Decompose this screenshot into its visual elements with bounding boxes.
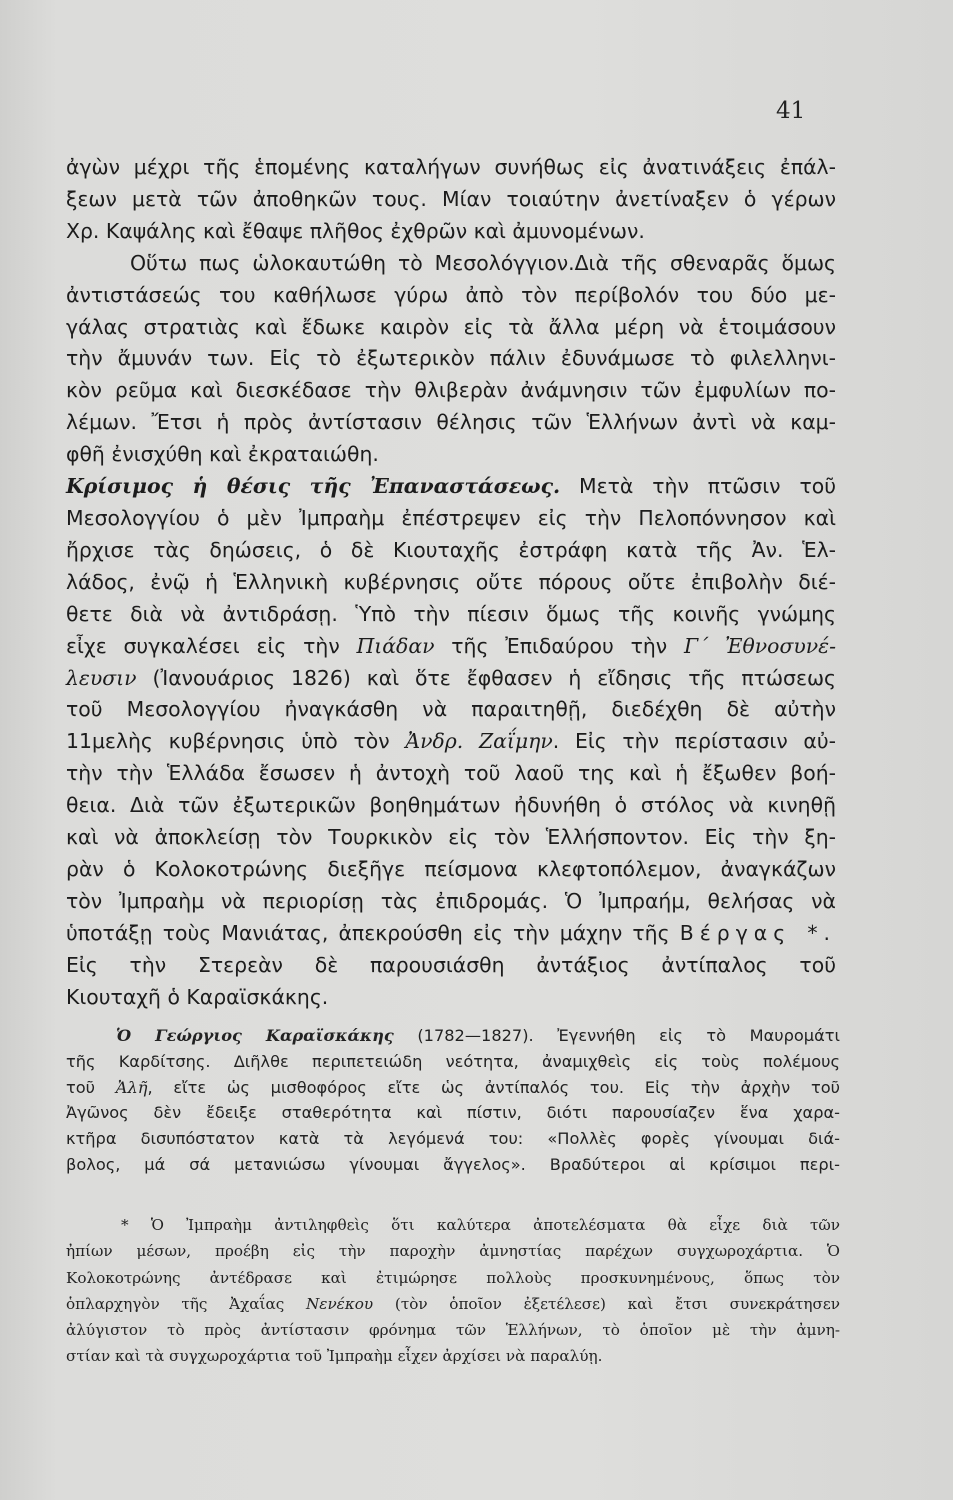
text-fragment: ὑποτάξῃ τοὺς Μανιάτας, ἀπεκρούσθη εἰς τὴν μάχην τῆς <box>66 920 670 945</box>
text-line <box>66 1075 840 1101</box>
text-line: τὴν ἄμυνάν των. Εἰς τὸ ἐξωτερικὸν πάλιν ἐδυνάμωσε τὸ φιλελληνι- <box>66 346 836 371</box>
text-line: Μεσολογγίου ὁ μὲν Ἰμπραὴμ ἐπέστρεψεν εἰς τὴν Πελοπόννησον καὶ <box>66 505 836 530</box>
text-line: Χρ. Καψάλης καὶ ἔθαψε πλῆθος ἐχθρῶν καὶ ἀμυνομένων. <box>66 218 645 243</box>
text-line: βολος, μά σά μετανιώσω γίνουμαι ἄγγελος». Βραδύτεροι αἱ κρίσιμοι περι- <box>66 1154 840 1174</box>
text-line: θετε διὰ νὰ ἀντιδράσῃ. Ὑπὸ τὴν πίεσιν ὅμως τῆς κοινῆς γνώμης <box>66 601 836 626</box>
text-line: λάδος, ἐνῷ ἡ Ἑλληνικὴ κυβέρνησις οὔτε πόρους οὔτε ἐπιβολὴν διέ- <box>66 569 836 594</box>
text-line: στίαν καὶ τὰ συγχωροχάρτια τοῦ Ἰμπραὴμ εἶχεν ἀρχίσει νὰ παραλύῃ. <box>66 1347 603 1366</box>
text-line <box>66 726 836 758</box>
text-fragment: τῆς Ἐπιδαύρου τὴν <box>451 633 668 658</box>
text-fragment: (τὸν ὁποῖον ἐξετέλεσε) καὶ ἔτσι συνεκράτησεν <box>394 1294 840 1313</box>
text-line: τῆς Καρδίτσης. Διῆλθε περιπετειώδη νεότητα, ἀναμιχθεὶς εἰς τοὺς πολέμους <box>66 1051 840 1071</box>
text-fragment: 11μελὴς κυβέρνησις ὑπὸ τὸν <box>66 729 390 754</box>
text-line: ρὰν ὁ Κολοκοτρώνης διεξῆγε πείσμονα κλεφτοπόλεμον, ἀναγκάζων <box>66 856 836 881</box>
text-line <box>66 1291 840 1317</box>
text-line: τὸν Ἰμπραὴμ νὰ περιορίσῃ τὰς ἐπιδρομάς. Ὁ Ἰμπραήμ, θελήσας νὰ <box>66 888 836 913</box>
text-line: ξεων μετὰ τῶν ἀποθηκῶν τους. Μίαν τοιαύτην ἀνετίναξεν ὁ γέρων <box>66 186 836 211</box>
text-line <box>66 1023 840 1049</box>
text-line: γάλας στρατιὰς καὶ ἔδωκε καιρὸν εἰς τὰ ἄλλα μέρη νὰ ἑτοιμάσουν <box>66 314 836 339</box>
text-fragment: τοῦ <box>66 1077 96 1097</box>
text-line: ἠπίων μέσων, προέβη εἰς τὴν παροχὴν ἀμνηστίας παρέχων συγχωροχάρτια. Ὁ <box>66 1242 840 1261</box>
biographical-note <box>66 1023 840 1178</box>
text-line <box>66 918 836 950</box>
text-fragment: (Ἰανουάριος 1826) καὶ ὅτε ἔφθασεν ἡ εἴδησις τῆς πτώσεως <box>152 665 837 690</box>
italic-term: Πιάδαν <box>356 633 435 658</box>
text-line <box>66 631 836 663</box>
section-heading: Κρίσιμος ἡ θέσις τῆς Ἐπαναστάσεως. <box>66 474 561 499</box>
text-line <box>66 663 836 695</box>
italic-term: Ἀνδρ. Ζαΐμην <box>405 729 553 754</box>
text-line: τοῦ Μεσολογγίου ἠναγκάσθη νὰ παραιτηθῇ, διεδέχθη δὲ αὐτὴν <box>66 697 836 722</box>
footnote <box>66 1212 840 1370</box>
italic-term: Ἀλῆ <box>115 1077 148 1097</box>
text-line: κὸν ρεῦμα καὶ διεσκέδασε τὴν θλιβερὰν ἀνάμνησιν τῶν ἐμφυλίων πο- <box>66 378 836 403</box>
bio-name: Ὁ Γεώργιος Καραϊσκάκης <box>116 1026 394 1045</box>
italic-term: λευσιν <box>66 665 137 690</box>
italic-term: Νενέκου <box>306 1294 374 1313</box>
text-fragment: (1782—1827). Ἐγεννήθη εἰς τὸ Μαυρομάτι <box>417 1026 840 1045</box>
text-line <box>66 471 836 503</box>
text-line: τὴν τὴν Ἑλλάδα ἔσωσεν ἡ ἀντοχὴ τοῦ λαοῦ της καὶ ἡ ἔξωθεν βοή- <box>66 761 836 786</box>
text-line: καὶ νὰ ἀποκλείσῃ τὸν Τουρκικὸν εἰς τὸν Ἑλλήσποντον. Εἰς τὴν ξη- <box>66 825 836 850</box>
text-line: ἀντιστάσεώς του καθήλωσε γύρω ἀπὸ τὸν περίβολόν του δύο με- <box>66 282 836 307</box>
text-line: φθῆ ἐνισχύθη καὶ ἐκραταιώθη. <box>66 442 379 467</box>
text-fragment: , εἴτε ὡς μισθοφόρος εἴτε ὡς ἀντίπαλός του. Εἰς τὴν ἀρχὴν τοῦ <box>147 1077 840 1097</box>
spaced-term: Βέργας *. <box>679 920 837 945</box>
text-fragment: . Εἰς τὴν περίστασιν αὐ- <box>552 729 837 754</box>
text-fragment: εἶχε συγκαλέσει εἰς τὴν <box>66 633 340 658</box>
text-line: Κιουταχῆ ὁ Καραϊσκάκης. <box>66 984 329 1009</box>
italic-term: Γ΄ <box>683 633 709 658</box>
text-fragment: Μετὰ τὴν πτῶσιν τοῦ <box>579 474 837 499</box>
text-line: κτῆρα δισυπόστατον κατὰ τὰ λεγόμενά του: «Πολλὲς φορὲς γίνουμαι διά- <box>66 1129 840 1149</box>
text-line: Οὕτω πως ὡλοκαυτώθη τὸ Μεσολόγγιον.Διὰ τῆς σθεναρᾶς ὅμως <box>130 250 836 275</box>
text-line: ἤρχισε τὰς δηώσεις, ὁ δὲ Κιουταχῆς ἐστράφη κατὰ τῆς Ἀν. Ἑλ- <box>66 537 836 562</box>
italic-term: Ἐθνοσυνέ- <box>725 633 836 658</box>
text-line: Εἰς τὴν Στερεὰν δὲ παρουσιάσθη ἀντάξιος ἀντίπαλος τοῦ <box>66 952 836 977</box>
main-text <box>66 152 836 1013</box>
text-line: ἀλύγιστον τὸ πρὸς ἀντίστασιν φρόνημα τῶν Ἑλλήνων, τὸ ὁποῖον μὲ τὴν ἀμνη- <box>66 1321 840 1340</box>
text-line: * Ὁ Ἰμπραὴμ ἀντιληφθεὶς ὅτι καλύτερα ἀποτελέσματα θὰ εἶχε διὰ τῶν <box>121 1216 840 1234</box>
text-fragment: ὁπλαρχηγὸν τῆς Ἀχαΐας <box>66 1294 285 1313</box>
text-line: ἀγὼν μέχρι τῆς ἑπομένης καταλήγων συνήθως εἰς ἀνατινάξεις ἐπάλ- <box>66 155 836 179</box>
text-line: Κολοκοτρώνης ἀντέδρασε καὶ ἐτιμώρησε πολλοὺς προσκυνημένους, ὅπως τὸν <box>66 1268 840 1287</box>
text-line: θεια. Διὰ τῶν ἐξωτερικῶν βοηθημάτων ἠδυνήθη ὁ στόλος νὰ κινηθῇ <box>66 793 836 818</box>
text-line: Ἀγῶνος δὲν ἔδειξε σταθερότητα καὶ πίστιν, διότι παρουσίαζεν ἕνα χαρα- <box>66 1103 840 1123</box>
page-number: 41 <box>776 98 806 124</box>
text-line: λέμων. Ἔτσι ἡ πρὸς ἀντίστασιν θέλησις τῶν Ἑλλήνων ἀντὶ νὰ καμ- <box>66 410 836 435</box>
